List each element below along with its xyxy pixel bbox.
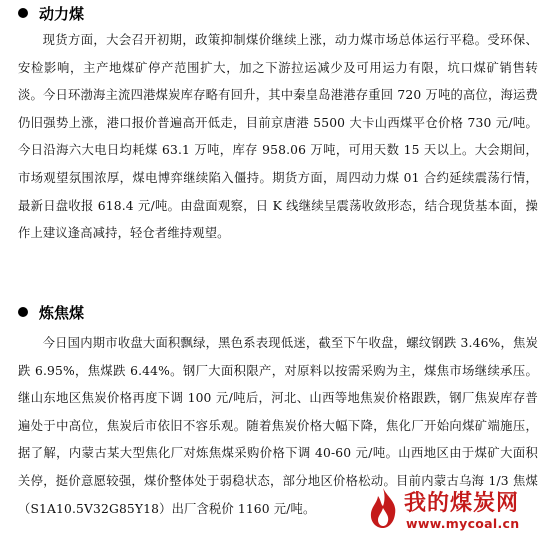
- site-watermark: [362, 482, 552, 538]
- section-body: 今日国内期市收盘大面积飘绿，黑色系表现低迷，截至下午收盘，螺纹钢跌 3.46%，焦炭跌 6.95%，焦煤跌 6.44%。钢厂大面积限产，对原料以按需采购为主，煤焦市场继续承压。继山东地区焦炭价格再度下调 100 元/吨后，河北、山西等地焦炭价格跟跌，钢厂焦炭库存普遍处于中高位，焦炭后市依旧不容乐观。随着焦炭价格大幅下降，焦化厂开始向煤矿端施压，据了解，内蒙古某大型焦化厂对炼焦煤采购价格下调 40-60 元/吨。山西地区由于煤矿大面积关停，挺价意愿较强，煤价整体处于弱稳状态，部分地区价格松动。目前内蒙古乌海 1/3 焦煤（S1A10.5V32G85Y18）出厂含税价 1160 元/吨。: [18, 336, 538, 516]
- section-title: 炼焦煤: [39, 303, 85, 322]
- bullet-icon: [18, 8, 28, 18]
- section-body: 现货方面，大会召开初期，政策抑制煤价继续上涨，动力煤市场总体运行平稳。受环保、安检影响，主产地煤矿停产范围扩大，加之下游拉运减少及可用运力有限，坑口煤矿销售转淡。今日环渤海主流四港煤炭库存略有回升，其中秦皇岛港港存重回 720 万吨的高位，海运费仍旧强势上涨，港口报价普遍高开低走，目前京唐港 5500 大卡山西煤平仓价格 730 元/吨。今日沿海六大电日均耗煤 63.1 万吨，库存 958.06 万吨，可用天数 15 天以上。大会期间，市场观望氛围浓厚，煤电博弈继续陷入僵持。期货方面，周四动力煤 01 合约延续震荡行情，最新日盘收报 618.4 元/吨。由盘面观察，日 K 线继续呈震荡收敛形态，结合现货基本面，操作上建议逢高减持，轻仓者维持观望。: [18, 33, 538, 241]
- flame-logo-icon: [364, 486, 402, 530]
- watermark-title: 我的煤炭网: [404, 491, 520, 516]
- section-title: 动力煤: [39, 4, 85, 23]
- watermark-url: www.mycoal.cn: [406, 516, 520, 531]
- bullet-icon: [18, 307, 28, 317]
- section-heading: [18, 301, 84, 323]
- section-heading: [18, 2, 84, 24]
